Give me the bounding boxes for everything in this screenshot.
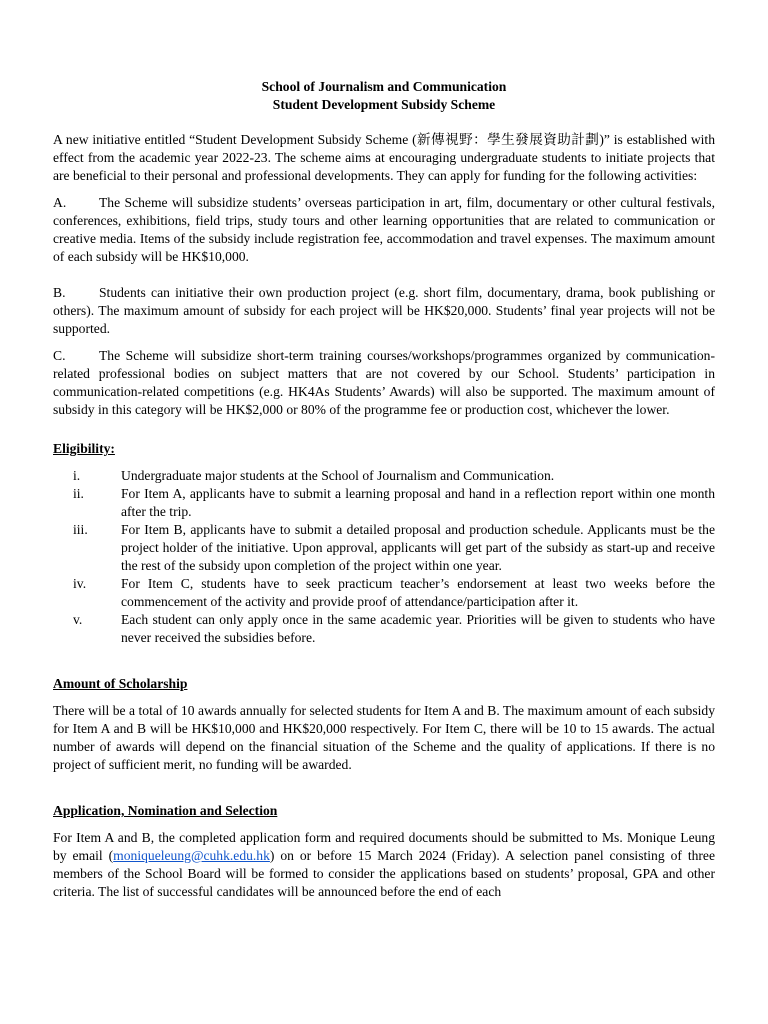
list-item-number: iv. xyxy=(73,576,87,591)
eligibility-list xyxy=(53,467,715,647)
application-text-before: For Item A and B, the completed application form and required documents should be submitted to Ms. Monique Leung by email ( xyxy=(53,830,715,863)
list-item-text: For Item C, students have to seek practicum teacher’s endorsement at least two weeks before the commencement of the activity and provide proof of attendance/participation after it. xyxy=(121,576,715,609)
list-item xyxy=(53,467,715,485)
document-title-line1: School of Journalism and Communication xyxy=(261,79,507,94)
item-a xyxy=(53,194,715,266)
list-item-number: i. xyxy=(73,468,81,483)
list-item xyxy=(53,611,715,647)
document-title-line2: Student Development Subsidy Scheme xyxy=(272,97,496,112)
list-item-number: v. xyxy=(73,612,83,627)
item-c xyxy=(53,347,715,419)
item-a-text: The Scheme will subsidize students’ overseas participation in art, film, documentary or other cultural festivals, conferences, exhibitions, field trips, study tours and other learning opportunities that are related to communication or creative media. Items of the subsidy include registration fee, accommodation and travel expenses. The maximum amount of each subsidy will be HK$10,000. xyxy=(53,195,715,264)
list-item-text: Undergraduate major students at the School of Journalism and Communication. xyxy=(121,468,555,483)
list-item-text: Each student can only apply once in the same academic year. Priorities will be given to students who have never received the subsidies before. xyxy=(121,612,715,645)
item-b-text: Students can initiative their own production project (e.g. short film, documentary, drama, book publishing or others). The maximum amount of subsidy for each project will be HK$20,000. Students’ final year projects will not be supported. xyxy=(53,285,715,336)
eligibility-heading: Eligibility: xyxy=(53,441,115,456)
item-c-text: The Scheme will subsidize short-term training courses/workshops/programmes organized by communication-related professional bodies on subject matters that are not covered by our School. Students’ participation in communication-related competitions (e.g. HK4As Students’ Awards) will also be supported. The maximum amount of subsidy in this category will be HK$2,000 or 80% of the programme fee or production cost, whichever the lower. xyxy=(53,348,715,417)
item-c-label: C. xyxy=(53,348,66,363)
item-b-label: B. xyxy=(53,285,66,300)
list-item-number: ii. xyxy=(73,486,84,501)
email-link[interactable]: moniqueleung@cuhk.edu.hk xyxy=(113,848,270,863)
item-a-label: A. xyxy=(53,195,67,210)
list-item xyxy=(53,485,715,521)
list-item-number: iii. xyxy=(73,522,88,537)
application-text-after: ) on or before 15 March 2024 (Friday). A selection panel consisting of three members of the School Board will be formed to consider the applications based on students’ proposal, GPA and other criteria. The list of successful candidates will be announced before the end of each xyxy=(53,848,715,899)
list-item xyxy=(53,521,715,575)
application-heading: Application, Nomination and Selection xyxy=(53,803,278,818)
item-b xyxy=(53,284,715,338)
list-item-text: For Item A, applicants have to submit a learning proposal and hand in a reflection report within one month after the trip. xyxy=(121,486,715,519)
intro-paragraph: A new initiative entitled “Student Development Subsidy Scheme (新傳視野：學生發展資助計劃)” is established with effect from the academic year 2022-23. The scheme aims at encouraging undergraduate students to initiate projects that are beneficial to their personal and professional developments. They can apply for funding for the following activities: xyxy=(53,132,715,183)
scholarship-heading: Amount of Scholarship xyxy=(53,676,188,691)
scholarship-paragraph: There will be a total of 10 awards annually for selected students for Item A and B. The maximum amount of each subsidy for Item A and B will be HK$10,000 and HK$20,000 respectively. For Item C, there will be 10 to 15 awards. The actual number of awards will depend on the financial situation of the Scheme and the quality of applications. If there is no project of sufficient merit, no funding will be awarded. xyxy=(53,703,715,772)
list-item-text: For Item B, applicants have to submit a detailed proposal and production schedule. Applicants must be the project holder of the initiative. Upon approval, applicants will get part of the subsidy as start-up and receive the rest of the subsidy upon completion of the project within one year. xyxy=(121,522,715,573)
application-paragraph xyxy=(53,829,715,901)
list-item xyxy=(53,575,715,611)
